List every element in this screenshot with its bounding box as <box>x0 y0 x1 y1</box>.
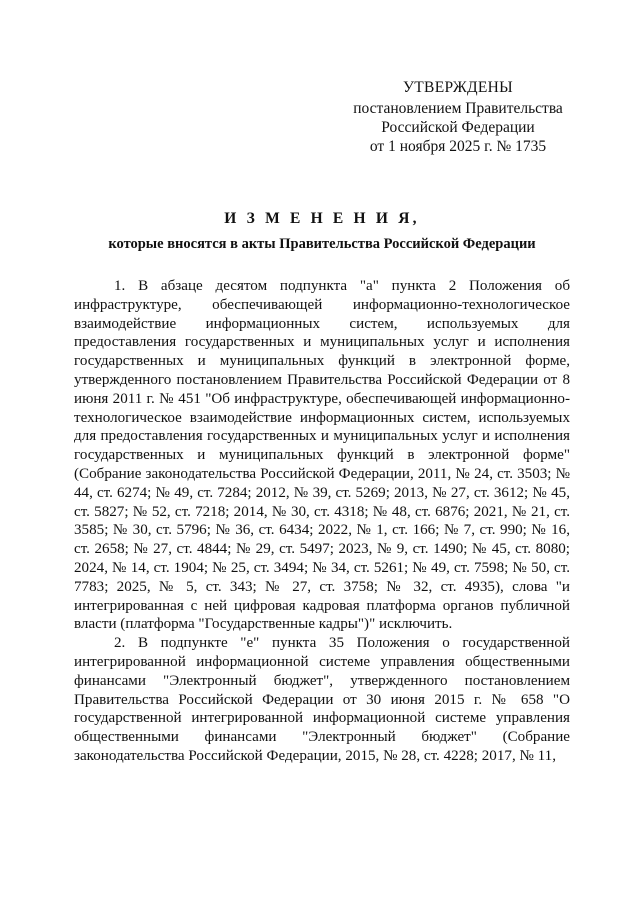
paragraph-2: 2. В подпункте "е" пункта 35 Положения о государственной интегрированной информационной системе управления общественными финансами "Электронный бюджет", утвержденного постановлением Правительства Российской Федерации от 30 июня 2015 г. № 658 "О государственной интегрированной информационной системе управления общественными финансами "Электронный бюджет" (Собрание законодательства Российской Федерации, 2015, № 28, ст. 4228; 2017, № 11, <box>74 635 570 764</box>
approval-line-3: от 1 ноября 2025 г. № 1735 <box>369 138 547 155</box>
approval-heading: УТВЕРЖДЕНЫ <box>403 79 513 96</box>
document-subtitle: которые вносятся в акты Правительства Российской Федерации <box>108 236 536 252</box>
approval-line-1: постановлением Правительства <box>353 100 563 117</box>
document-title: И З М Е Н Е Н И Я, <box>224 210 420 227</box>
approval-line-2: Российской Федерации <box>381 119 535 136</box>
approval-stamp <box>330 78 586 156</box>
paragraph-1: 1. В абзаце десятом подпункта "а" пункта 2 Положения об инфраструктуре, обеспечивающей информационно-технологическое взаимодействие информационных систем, используемых для предоставления государственных и муниципальных услуг и исполнения государственных и муниципальных функций в электронной форме, утвержденного постановлением Правительства Российской Федерации от 8 июня 2011 г. № 451 "Об инфраструктуре, обеспечивающей информационно-технологическое взаимодействие информационных систем, используемых для предоставления государственных и муниципальных услуг и исполнения государственных и муниципальных функций в электронной форме" (Собрание законодательства Российской Федерации, 2011, № 24, ст. 3503; № 44, ст. 6274; № 49, ст. 7284; 2012, № 39, ст. 5269; 2013, № 27, ст. 3612; № 45, ст. 5827; № 52, ст. 7218; 2014, № 30, ст. 4318; № 48, ст. 6876; 2021, № 21, ст. 3585; № 30, ст. 5796; № 36, ст. 6434; 2022, № 1, ст. 166; № 7, ст. 990; № 16, ст. 2658; № 27, ст. 4844; № 29, ст. 5497; 2023, № 9, ст. 1490; № 45, ст. 8080; 2024, № 14, ст. 1904; № 25, ст. 3494; № 34, ст. 5261; № 49, ст. 7598; № 50, ст. 7783; 2025, № 5, ст. 343; № 27, ст. 3758; № 32, ст. 4935), слова "и интегрированная с ней цифровая кадровая платформа органов публичной власти (платформа "Государственные кадры")" исключить. <box>74 278 570 633</box>
document-body <box>74 277 570 766</box>
